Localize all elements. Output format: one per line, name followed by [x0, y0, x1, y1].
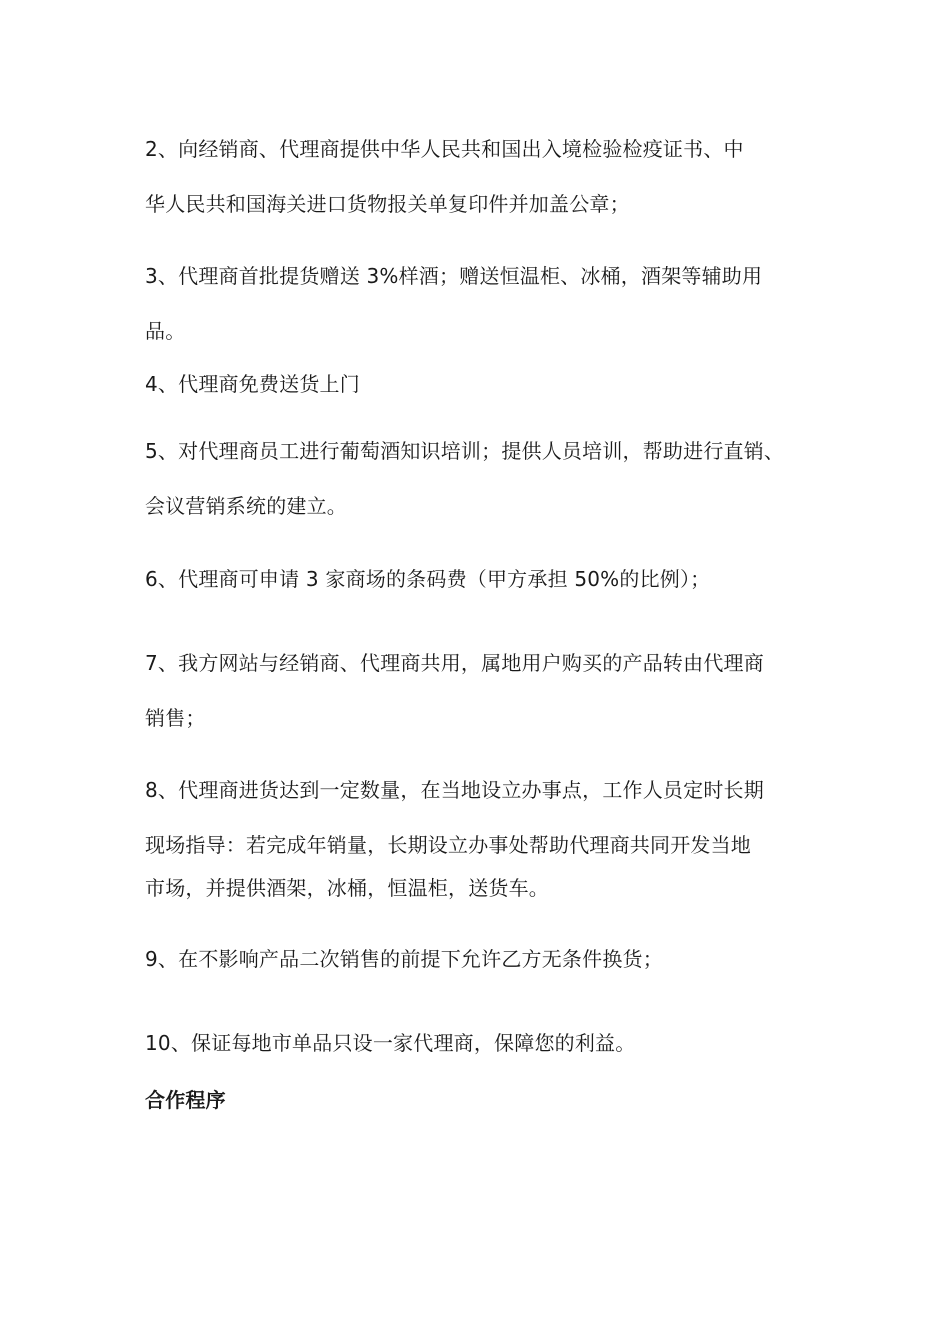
item-5-line-2: 会议营销系统的建立。 — [145, 494, 347, 518]
section-heading: 合作程序 — [145, 1088, 226, 1112]
item-6-line-1: 6、代理商可申请 3 家商场的条码费（甲方承担 50%的比例）； — [145, 567, 711, 591]
item-2-line-1: 2、向经销商、代理商提供中华人民共和国出入境检验检疫证书、中 — [145, 137, 744, 161]
item-3-line-1: 3、代理商首批提货赠送 3%样酒；赠送恒温柜、冰桶，酒架等辅助用 — [145, 264, 763, 288]
item-4-line-1: 4、代理商免费送货上门 — [145, 372, 360, 396]
item-5-line-1: 5、对代理商员工进行葡萄酒知识培训；提供人员培训，帮助进行直销、 — [145, 439, 785, 463]
item-3-line-2: 品。 — [145, 319, 186, 343]
item-8-line-1: 8、代理商进货达到一定数量，在当地设立办事点，工作人员定时长期 — [145, 778, 764, 802]
item-2-line-2: 华人民共和国海关进口货物报关单复印件并加盖公章； — [145, 192, 630, 216]
item-8-line-3: 市场，并提供酒架，冰桶，恒温柜，送货车。 — [145, 876, 549, 900]
item-8-line-2: 现场指导：若完成年销量，长期设立办事处帮助代理商共同开发当地 — [145, 833, 751, 857]
item-7-line-2: 销售； — [145, 706, 206, 730]
item-10-line-1: 10、保证每地市单品只设一家代理商，保障您的利益。 — [145, 1031, 636, 1055]
item-9-line-1: 9、在不影响产品二次销售的前提下允许乙方无条件换货； — [145, 947, 663, 971]
item-7-line-1: 7、我方网站与经销商、代理商共用，属地用户购买的产品转由代理商 — [145, 651, 764, 675]
